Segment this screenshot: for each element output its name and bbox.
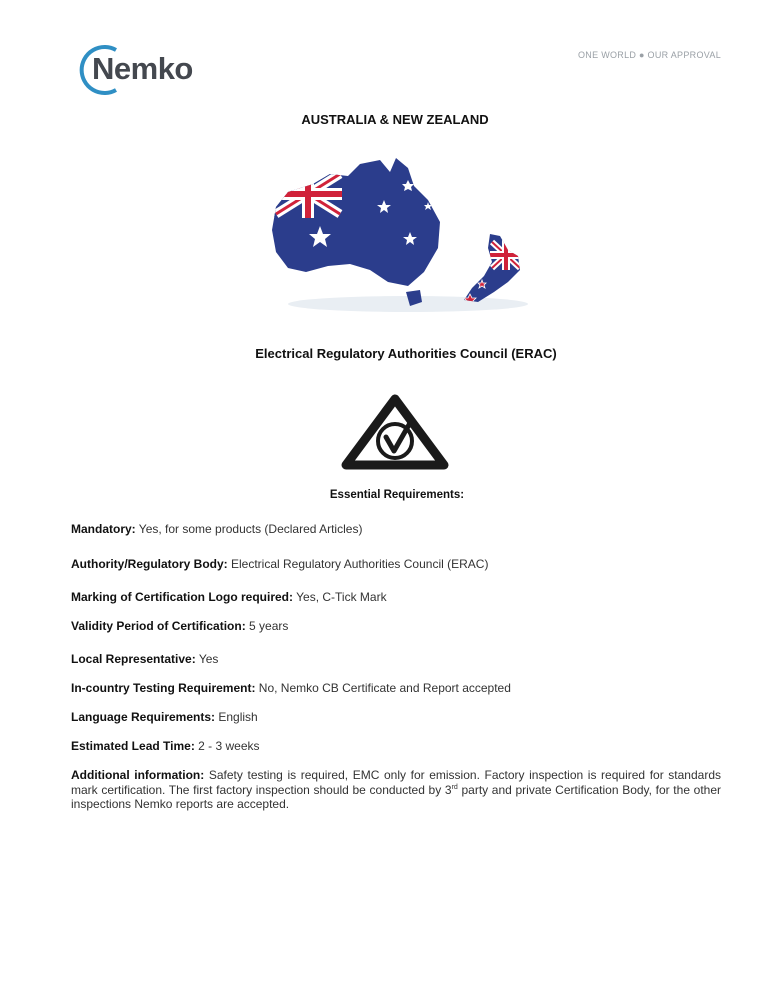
section-title: Essential Requirements:	[329, 489, 465, 501]
page-title: AUSTRALIA & NEW ZEALAND	[301, 112, 489, 127]
requirement-additional-information: Additional information: Safety testing is required, EMC only for emission. Factory inspection is required for standards mark certification. The first factory inspection should be conducted by 3rd party and private Certification Body, for the other inspections Nemko reports are accepted.	[71, 768, 722, 811]
requirement-language: Language Requirements: English	[71, 710, 258, 724]
requirement-local-representative: Local Representative: Yes	[71, 652, 219, 666]
requirement-marking: Marking of Certification Logo required: Yes, C-Tick Mark	[71, 590, 387, 604]
australia-new-zealand-map-illustration	[268, 152, 538, 317]
rcm-compliance-mark-icon	[340, 393, 450, 473]
requirement-mandatory: Mandatory: Yes, for some products (Declared Articles)	[71, 522, 363, 536]
council-heading: Electrical Regulatory Authorities Council (ERAC)	[255, 346, 557, 361]
nemko-logo	[76, 42, 196, 98]
brand-name: Nemko	[92, 51, 193, 86]
requirement-authority: Authority/Regulatory Body: Electrical Regulatory Authorities Council (ERAC)	[71, 557, 489, 571]
requirement-lead-time: Estimated Lead Time: 2 - 3 weeks	[71, 739, 260, 753]
requirement-testing: In-country Testing Requirement: No, Nemko CB Certificate and Report accepted	[71, 681, 511, 695]
requirement-validity: Validity Period of Certification: 5 years	[71, 619, 289, 633]
tagline: ONE WORLD ● OUR APPROVAL	[578, 50, 721, 60]
